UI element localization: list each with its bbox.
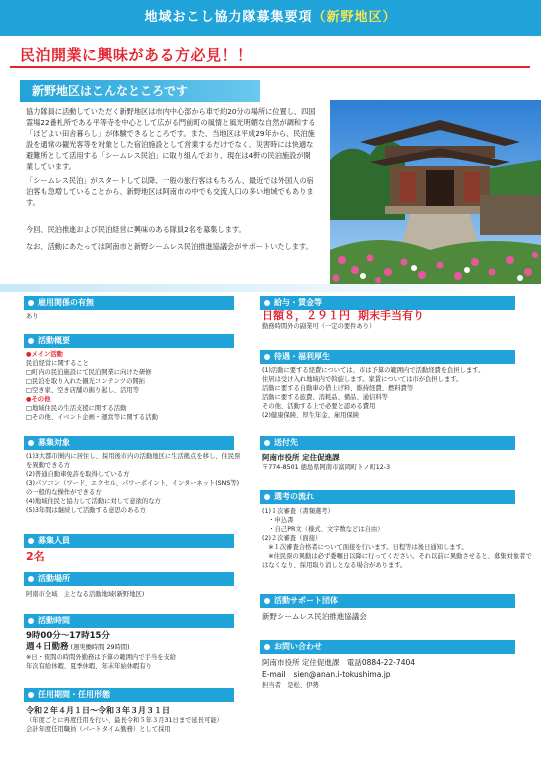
- list-item: □町内の民泊施設にて民泊開業に向けた研修: [26, 369, 152, 376]
- email-label: E-mail: [262, 670, 286, 679]
- address-body: [262, 452, 534, 472]
- list-item: (5)3年間は継続して活動する意思のある方: [26, 507, 146, 514]
- section-divider: [0, 284, 541, 292]
- temple-illustration: [330, 100, 541, 285]
- list-item: 住居は受け入れ地域内で斡旋します。家賃については市が負担します。: [262, 376, 463, 383]
- address-org: 阿南市役所 定住促進課: [262, 453, 340, 462]
- employment-heading: 雇用関係の有無: [24, 296, 234, 310]
- time-heading: 活動時間: [24, 614, 234, 628]
- list-item: 活動に要する旅費、消耗品、備品、通信料等: [262, 394, 388, 401]
- target-heading: 募集対象: [24, 436, 234, 450]
- email-link[interactable]: sien@anan.i-tokushima.jp: [293, 670, 391, 679]
- list-item: (2)２次審査（面接）: [262, 535, 322, 542]
- time-note: ※日・夜間の時間外勤務は予算の範囲内で手当を支給: [26, 654, 177, 661]
- address-heading: 送付先: [260, 436, 515, 450]
- benefits-body: [262, 366, 534, 420]
- list-item: 民泊経営に関すること: [26, 360, 89, 367]
- list-item: ・自己PR文（様式、文字数などは自由）: [262, 526, 384, 533]
- intro-text-lower: [26, 224, 326, 258]
- intro-paragraph: 「シームレス民泊」がスタートして以降、一般の旅行客はもちろん、最近では外国人の宿泊客も急増していることから、新野地区は阿南市の中でも交流人口の多い地域でもあります。: [26, 176, 314, 207]
- term-period: 令和２年４月１日～令和３年３月３１日: [26, 706, 170, 715]
- list-item: (1)3大都市圏内に居住し、採用後市内の活動地区に生活拠点を移し、住民票を異動できる方: [26, 453, 241, 469]
- activity-body: [26, 350, 241, 422]
- place-value: 阿南市全域 主となる活動地域(新野地区): [26, 591, 145, 598]
- time-note: 年次有給休暇、夏季休暇、年末年始休暇有り: [26, 663, 152, 670]
- support-org: 新野シームレス民泊推進協議会: [262, 612, 367, 621]
- term-note: 会計年度任用職員（パートタイム勤務）として採用: [26, 726, 171, 733]
- work-days: 週４日勤務: [26, 642, 69, 652]
- activity-heading: 活動概要: [24, 334, 234, 348]
- contact-line: 阿南市役所 定住促進課 電話0884-22-7404: [262, 658, 416, 667]
- temple-photo: [330, 100, 541, 285]
- list-item: ※１次審査合格者について面接を行います。日程等は後日通知します。: [262, 544, 468, 551]
- employment-value: あり: [26, 313, 39, 320]
- list-item: □地域住民の生活支援に関する活動: [26, 405, 127, 412]
- list-item: (1)活動に要する経費については、市は予算の範囲内で活動経費を負担します。: [262, 367, 485, 374]
- main-activity-label: ●メイン活動: [26, 351, 63, 358]
- intro-paragraph: 今回、民泊推進および民泊経営に興味のある隊員2名を募集します。: [26, 225, 246, 234]
- pay-note: 勤務時間外の副業可（一定の要件あり）: [262, 323, 376, 330]
- pay-heading: 給与・賃金等: [260, 296, 515, 310]
- header-bar: [0, 0, 541, 36]
- other-activity-label: ●その他: [26, 396, 51, 403]
- pay-body: [262, 311, 532, 331]
- area-subheading: 新野地区はこんなところです: [20, 80, 260, 102]
- list-item: (4)地域住民と協力して活動に対して意欲的な方: [26, 498, 161, 505]
- list-item: (2)普通自動車免許を取得している方: [26, 471, 130, 478]
- contact-heading: お問い合わせ: [260, 640, 515, 654]
- intro-paragraph: 協力隊員に活動していただく新野地区は市内中心部から車で約20分の場所に位置し、四国霊場22番札所である平等寺を中心として広がる門前町の風情と風光明媚な自然が調和する「ほどよい田舎暮らし」が体験できるところです。また、当地区は平成29年から、民泊施設を通常の観光客等を対象とした宿泊施設として営業するだけでなく、災害時には快適な避難所として活用する「シームレス民泊」に取り組んでおり、現在は4軒の民泊施設が開業しています。: [26, 107, 316, 171]
- flow-heading: 選考の流れ: [260, 490, 515, 504]
- support-heading: 活動サポート団体: [260, 594, 515, 608]
- list-item: ・申込書: [262, 517, 294, 524]
- benefits-heading: 待遇・福利厚生: [260, 350, 515, 364]
- address-postal: 〒774-8501 徳島県阿南市富岡町トノ町12-3: [262, 464, 391, 471]
- list-item: □その他、イベント企画・運営等に関する活動: [26, 414, 158, 421]
- hero-underline: [10, 66, 530, 68]
- place-heading: 活動場所: [24, 572, 234, 586]
- list-item: (1)１次審査（書類選考）: [262, 508, 334, 515]
- intro-text: [26, 106, 316, 211]
- list-item: □民泊を取り入れた観光コンテンツの開拓: [26, 378, 145, 385]
- pay-extra: 期末手当有り: [358, 309, 425, 322]
- count-heading: 募集人員: [24, 534, 234, 548]
- target-body: [26, 452, 241, 515]
- pay-amount: 日額８，２９１円: [262, 309, 350, 322]
- term-body: [26, 705, 256, 734]
- count-value: 2名: [26, 550, 45, 563]
- list-item: その他、活動する上で必要と認める費用: [262, 403, 376, 410]
- time-body: [26, 631, 241, 671]
- intro-paragraph: なお、活動にあたっては阿南市と新野シームレス民泊推進協議会がサポートいたします。: [26, 242, 313, 251]
- contact-staff: 担当者 是松、伊勢: [262, 682, 319, 689]
- flow-body: [262, 507, 534, 570]
- list-item: □空き家、空き店舗の掘り起し、活用等: [26, 387, 139, 394]
- hero-headline: 民泊開業に興味がある方必見！！: [20, 46, 253, 64]
- page-title: 地域おこし協力隊募集要項: [144, 10, 313, 25]
- list-item: ※住民票の異動は必ず委嘱日以降に行ってください。それ以前に異動させると、募集対象者ではなくなり、採用取り消しとなる場合があります。: [262, 553, 532, 569]
- list-item: (2)健康保険、厚生年金、雇用保険: [262, 412, 360, 419]
- list-item: (3)パソコン（ワード、エクセル、パワーポイント、インターネット(SNS等)の一般的な操作ができる方: [26, 480, 240, 496]
- term-note: （年度ごとに再度任用を行い、最長令和５年３月31日まで延長可能）: [26, 717, 223, 724]
- work-days-note: (週実働時間 29時間): [70, 644, 130, 651]
- term-heading: 任用期間・任用形態: [24, 688, 234, 702]
- list-item: 活動に要する自動車の借上げ料、維持経費、燃料費等: [262, 385, 414, 392]
- contact-body: [262, 657, 534, 690]
- work-hours: 9時00分～17時15分: [26, 631, 110, 641]
- page-title-area: （新野地区）: [312, 10, 397, 25]
